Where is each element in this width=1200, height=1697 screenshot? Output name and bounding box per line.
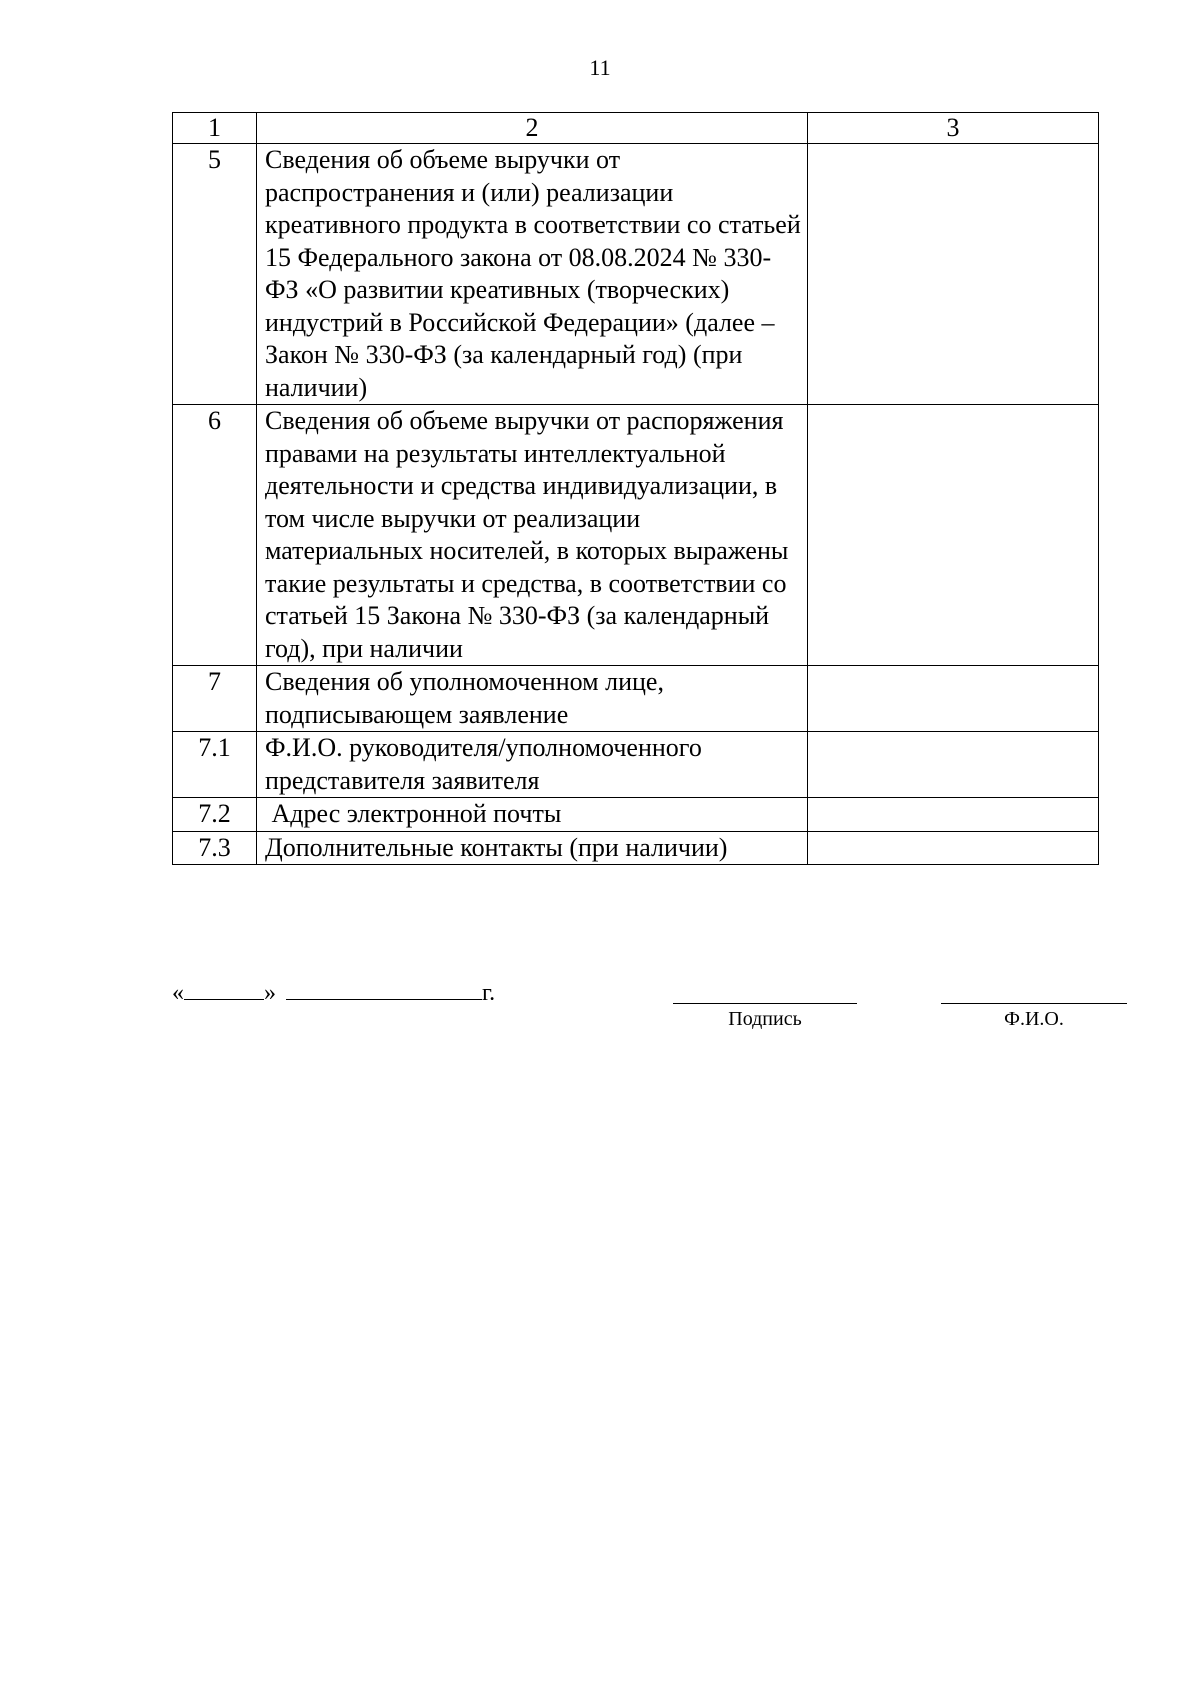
header-col-number: 1 <box>173 113 257 144</box>
row-value-cell[interactable] <box>808 405 1099 666</box>
day-blank[interactable] <box>184 975 264 1000</box>
row-number: 5 <box>173 144 257 405</box>
row-value-cell[interactable] <box>808 666 1099 732</box>
row-value-cell[interactable] <box>808 732 1099 798</box>
row-description: Дополнительные контакты (при наличии) <box>257 831 808 865</box>
header-col-description: 2 <box>257 113 808 144</box>
table-row <box>173 831 1099 865</box>
row-description: Сведения об объеме выручки от распоряжения правами на результаты интеллектуальной деятельности и средства индивидуализации, в том числе выручки от реализации материальных носителей, в которых выражены такие результаты и средства, в соответствии со статьей 15 Закона № 330-ФЗ (за календарный год), при наличии <box>257 405 808 666</box>
header-col-value: 3 <box>808 113 1099 144</box>
row-number: 7 <box>173 666 257 732</box>
row-number: 6 <box>173 405 257 666</box>
page-number: 11 <box>589 55 611 80</box>
signature-label: Подпись <box>728 1008 802 1030</box>
row-description: Адрес электронной почты <box>257 798 808 832</box>
row-number: 7.1 <box>173 732 257 798</box>
name-line[interactable] <box>941 1003 1127 1004</box>
table-row <box>173 732 1099 798</box>
date-field <box>172 975 495 1007</box>
table-header-row <box>173 113 1099 144</box>
open-quote: « <box>172 980 184 1006</box>
row-description: Сведения об объеме выручки от распространения и (или) реализации креативного продукта в соответствии со статьей 15 Федерального закона от 08.08.2024 № 330-ФЗ «О развитии креативных (творческих) индустрий в Российской Федерации» (далее – Закон № 330-ФЗ (за календарный год) (при наличии) <box>257 144 808 405</box>
row-number: 7.2 <box>173 798 257 832</box>
name-label: Ф.И.О. <box>1004 1008 1064 1030</box>
row-value-cell[interactable] <box>808 798 1099 832</box>
row-description: Ф.И.О. руководителя/уполномоченного представителя заявителя <box>257 732 808 798</box>
close-quote: » <box>264 980 276 1006</box>
month-blank[interactable] <box>286 975 482 1000</box>
row-value-cell[interactable] <box>808 144 1099 405</box>
signature-line[interactable] <box>673 1003 857 1004</box>
year-suffix: г. <box>482 980 496 1006</box>
row-description: Сведения об уполномоченном лице, подписывающем заявление <box>257 666 808 732</box>
table-row <box>173 405 1099 666</box>
row-value-cell[interactable] <box>808 831 1099 865</box>
table-row <box>173 144 1099 405</box>
table-row <box>173 798 1099 832</box>
table-row <box>173 666 1099 732</box>
row-number: 7.3 <box>173 831 257 865</box>
application-form-table <box>172 112 1099 865</box>
